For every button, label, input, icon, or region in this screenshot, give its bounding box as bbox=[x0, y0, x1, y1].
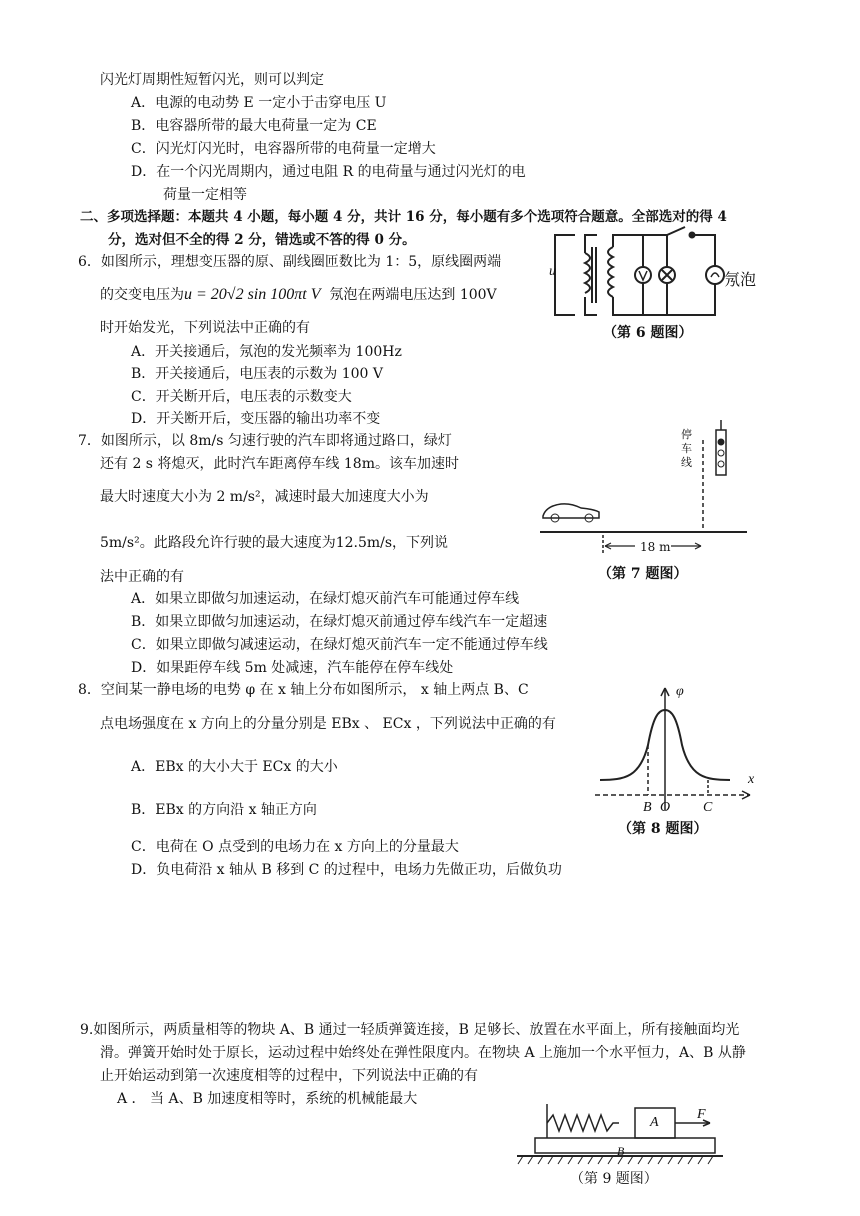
q9-fig-caption: （第 9 题图） bbox=[570, 1171, 658, 1187]
q6-option-b: B．开关接通后，电压表的示数为 100 V bbox=[131, 366, 384, 382]
section-header-line2: 分，选对但不全的得 2 分，错选或不答的得 0 分。 bbox=[108, 232, 416, 248]
q8-option-a: A．EBx 的大小大于 ECx 的大小 bbox=[131, 759, 338, 775]
q6-fig-neon: 氖泡 bbox=[724, 270, 757, 289]
q8-fig-phi: φ bbox=[676, 684, 684, 699]
q9-fig-f: F bbox=[697, 1107, 706, 1122]
q8-fig-o: O bbox=[660, 800, 671, 815]
q7-line2: 还有 2 s 将熄灭，此时汽车距离停车线 18m。该车加速时 bbox=[100, 456, 459, 472]
q8-fig-c: C bbox=[703, 800, 713, 815]
q6-option-d: D．开关断开后，变压器的输出功率不变 bbox=[131, 411, 381, 427]
q7-line5: 法中正确的有 bbox=[100, 569, 184, 585]
q8-fig-caption: （第 8 题图） bbox=[618, 821, 708, 837]
q5-option-c: C．闪光灯闪光时，电容器所带的电荷量一定增大 bbox=[131, 141, 436, 157]
q6-line2-pre: 的交变电压为 bbox=[100, 287, 184, 303]
q8-line2: 点电场强度在 x 方向上的分量分别是 EBx 、 ECx ，下列说法中正确的有 bbox=[100, 716, 556, 732]
q8-potential-figure bbox=[590, 680, 760, 815]
q8-fig-b: B bbox=[643, 800, 652, 815]
q7-fig-caption: （第 7 题图） bbox=[598, 566, 688, 582]
q8-option-b: B．EBx 的方向沿 x 轴正方向 bbox=[131, 802, 317, 818]
q7-line1: 7．如图所示，以 8m/s 匀速行驶的汽车即将通过路口，绿灯 bbox=[78, 433, 452, 449]
q9-option-a: A ． 当 A、B 加速度相等时，系统的机械能最大 bbox=[117, 1091, 418, 1107]
q8-option-d: D．负电荷沿 x 轴从 B 移到 C 的过程中，电场力先做正功，后做负功 bbox=[131, 862, 562, 878]
q6-fig-u: u bbox=[549, 264, 556, 279]
q9-fig-a: A bbox=[650, 1115, 659, 1130]
q6-circuit-figure bbox=[545, 225, 725, 325]
intro-line: 闪光灯周期性短暂闪光，则可以判定 bbox=[100, 72, 324, 88]
q5-option-d-cont: 荷量一定相等 bbox=[163, 187, 247, 203]
q7-fig-dist: 18 m bbox=[640, 540, 671, 554]
q9-line2: 滑。弹簧开始时处于原长，运动过程中始终处在弹性限度内。在物块 A 上施加一个水平恒力，A、B 从静 bbox=[100, 1045, 746, 1061]
q7-line3: 最大时速度大小为 2 m/s²，减速时最大加速度大小为 bbox=[100, 489, 429, 505]
q7-fig-stopline: 停车线 bbox=[681, 428, 692, 469]
q5-option-b: B．电容器所带的最大电荷量一定为 CE bbox=[131, 118, 377, 134]
q7-option-d: D．如果距停车线 5m 处减速，汽车能停在停车线处 bbox=[131, 660, 454, 676]
section-header-line1: 二、多项选择题：本题共 4 小题，每小题 4 分，共计 16 分，每小题有多个选项符合题意。全部选对的得 4 bbox=[80, 209, 727, 225]
q7-option-c: C．如果立即做匀减速运动，在绿灯熄灭前汽车一定不能通过停车线 bbox=[131, 637, 548, 653]
q6-fig-caption: （第 6 题图） bbox=[603, 325, 693, 341]
q7-option-b: B．如果立即做匀加速运动，在绿灯熄灭前通过停车线汽车一定超速 bbox=[131, 614, 548, 630]
q5-option-d: D．在一个闪光周期内，通过电阻 R 的电荷量与通过闪光灯的电 bbox=[131, 164, 526, 180]
q6-line2 bbox=[100, 285, 497, 305]
q6-option-c: C．开关断开后，电压表的示数变大 bbox=[131, 389, 352, 405]
q8-line1: 8．空间某一静电场的电势 φ 在 x 轴上分布如图所示， x 轴上两点 B、C bbox=[78, 682, 529, 698]
q6-line2-post: 氖泡在两端电压达到 100V bbox=[329, 287, 497, 303]
q6-formula: u = 20√2 sin 100πt V bbox=[184, 286, 321, 303]
q6-option-a: A．开关接通后，氖泡的发光频率为 100Hz bbox=[131, 344, 402, 360]
q9-line3: 止开始运动到第一次速度相等的过程中，下列说法中正确的有 bbox=[100, 1068, 478, 1084]
q7-option-a: A．如果立即做匀加速运动，在绿灯熄灭前汽车可能通过停车线 bbox=[131, 591, 520, 607]
q9-line1: 9.如图所示，两质量相等的物块 A、B 通过一轻质弹簧连接，B 足够长、放置在水平面上，所有接触面均光 bbox=[80, 1022, 740, 1038]
q9-fig-b: B bbox=[617, 1144, 625, 1158]
q6-line3: 时开始发光，下列说法中正确的有 bbox=[100, 320, 310, 336]
q8-fig-x: x bbox=[748, 772, 755, 787]
q5-option-a: A．电源的电动势 E 一定小于击穿电压 U bbox=[131, 95, 387, 111]
q7-line4: 5m/s²。此路段允许行驶的最大速度为12.5m/s，下列说 bbox=[100, 535, 449, 551]
q8-option-c: C．电荷在 O 点受到的电场力在 x 方向上的分量最大 bbox=[131, 839, 459, 855]
q6-line1: 6．如图所示，理想变压器的原、副线圈匝数比为 1：5，原线圈两端 bbox=[78, 254, 502, 270]
